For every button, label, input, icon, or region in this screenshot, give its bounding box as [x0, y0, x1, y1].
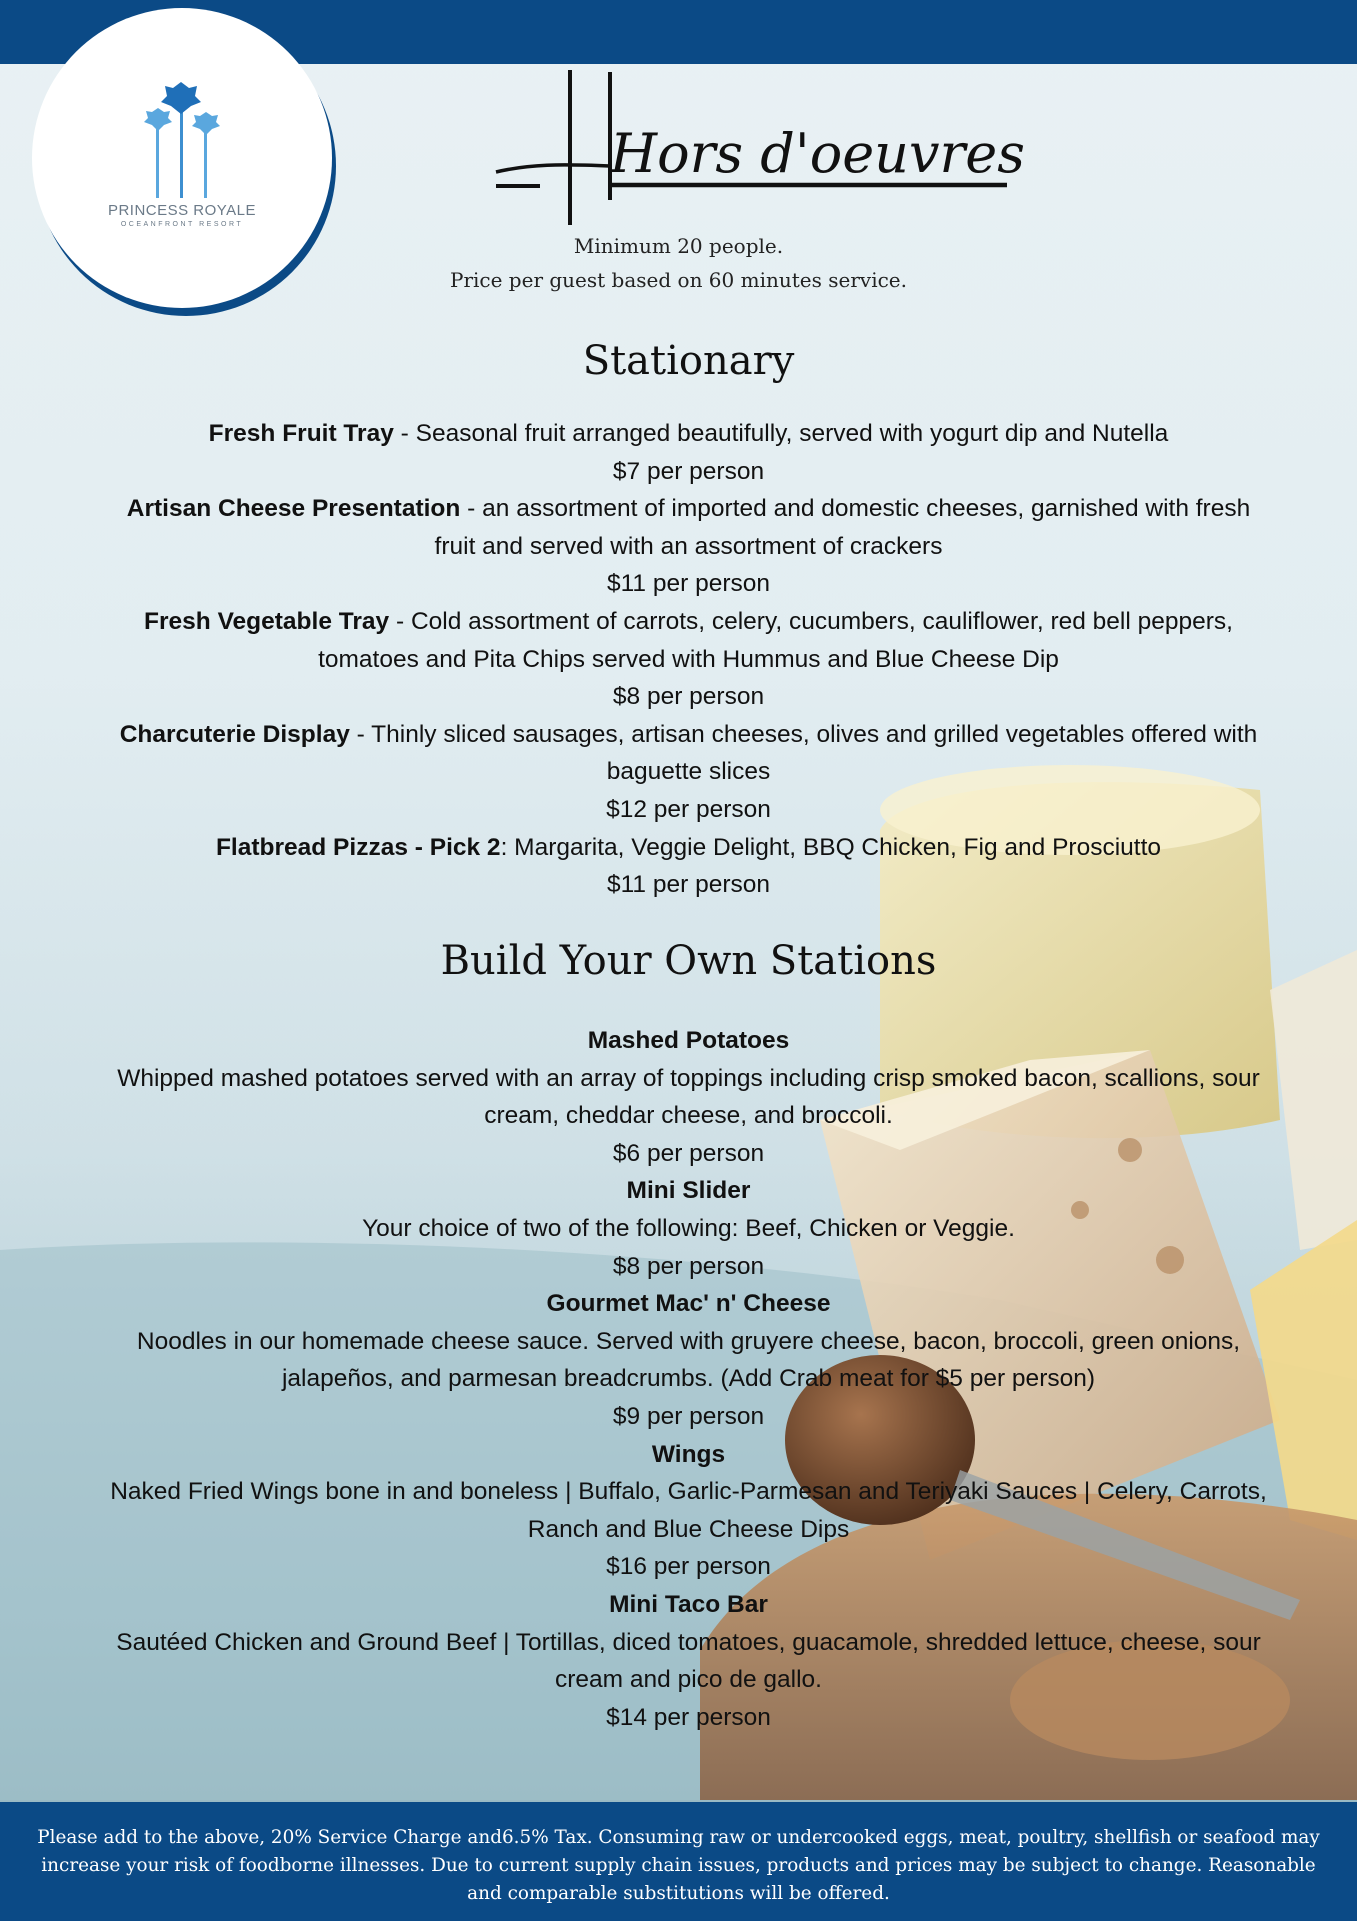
item-description: - Cold assortment of carrots, celery, cucumbers, cauliflower, red bell peppers, tomatoes and Pita Chips served with Hummus and Blue Cheese Dip [318, 607, 1233, 673]
palm-trees-icon [130, 78, 234, 198]
logo-subtitle: OCEANFRONT RESORT [120, 221, 244, 228]
item-price: $12 per person [606, 795, 771, 823]
item-description: Whipped mashed potatoes served with an array of toppings including crisp smoked bacon, scallions, sour cream, cheddar cheese, and broccoli. [117, 1064, 1260, 1130]
logo-name: PRINCESS ROYALE [107, 202, 257, 219]
item-price: $11 per person [607, 570, 770, 598]
item-price: $7 per person [612, 457, 765, 485]
list-item [110, 603, 1267, 678]
item-description: - an assortment of imported and domestic cheeses, garnished with fresh fruit and served with an assortment of crackers [434, 495, 1251, 560]
item-name: Artisan Cheese Presentation [126, 495, 461, 523]
item-price: $11 per person [607, 871, 770, 899]
footer-bar [0, 1802, 1357, 1921]
item-name: Flatbread Pizzas - Pick 2 [215, 833, 501, 861]
item-price: $8 per person [612, 1252, 765, 1280]
list-item [110, 1172, 1267, 1210]
title-text: Hors d'oeuvres [610, 122, 1025, 185]
list-item [110, 1586, 1267, 1624]
item-price: $8 per person [612, 683, 765, 711]
list-item [110, 1436, 1267, 1474]
item-name: Fresh Fruit Tray [208, 420, 394, 447]
item-name: Gourmet Mac' n' Cheese [546, 1290, 831, 1318]
item-description: : Margarita, Veggie Delight, BBQ Chicken, Fig and Prosciutto [500, 833, 1162, 861]
item-name: Fresh Vegetable Tray [144, 607, 390, 635]
item-description: Noodles in our homemade cheese sauce. Served with gruyere cheese, bacon, broccoli, green onions, jalapeños, and parmesan breadcrumbs. (Add Crab meat for $5 per person) [136, 1327, 1241, 1393]
item-description: - Seasonal fruit arranged beautifully, served with yogurt dip and Nutella [393, 420, 1169, 447]
stations-list [110, 1022, 1267, 1736]
list-item [110, 716, 1267, 791]
list-item [110, 415, 1267, 453]
item-description: - Thinly sliced sausages, artisan cheeses, olives and grilled vegetables offered with baguette slices [349, 720, 1258, 786]
item-price: $16 per person [606, 1553, 771, 1581]
resort-logo [32, 8, 332, 308]
item-name: Mini Slider [626, 1177, 751, 1205]
list-item [110, 490, 1267, 565]
list-item [110, 1022, 1267, 1060]
footer-disclaimer: Please add to the above, 20% Service Charge and6.5% Tax. Consuming raw or undercooked eggs, meat, poultry, shellfish or seafood may increase your risk of foodborne illnesses. Due to current supply chain issues, products and prices may be subject to change. Reasonable and comparable substitutions will be offered. [37, 1827, 1320, 1904]
item-price: $14 per person [606, 1703, 771, 1731]
item-description: Naked Fried Wings bone in and boneless | Buffalo, Garlic-Parmesan and Teriyaki Sauces | Celery, Carrots, Ranch and Blue Cheese Dips [110, 1478, 1267, 1543]
section-title-stationary: Stationary [582, 338, 795, 384]
item-price: $6 per person [612, 1139, 765, 1167]
stationary-list [110, 415, 1267, 904]
item-name: Mini Taco Bar [609, 1590, 768, 1618]
list-item [110, 1285, 1267, 1323]
item-description: Your choice of two of the following: Beef, Chicken or Veggie. [362, 1214, 1015, 1242]
item-price: $9 per person [612, 1402, 765, 1430]
item-name: Mashed Potatoes [587, 1027, 790, 1054]
page-title [490, 60, 1025, 230]
subtitle-minimum: Minimum 20 people. [573, 234, 784, 258]
item-name: Charcuterie Display [119, 720, 350, 748]
section-title-stations: Build Your Own Stations [440, 938, 937, 984]
item-description: Sautéed Chicken and Ground Beef | Tortillas, diced tomatoes, guacamole, shredded lettuce, cheese, sour cream and pico de gallo. [116, 1628, 1261, 1694]
subtitle-price-basis: Price per guest based on 60 minutes service. [450, 268, 907, 292]
list-item [110, 829, 1267, 867]
item-name: Wings [651, 1440, 726, 1468]
